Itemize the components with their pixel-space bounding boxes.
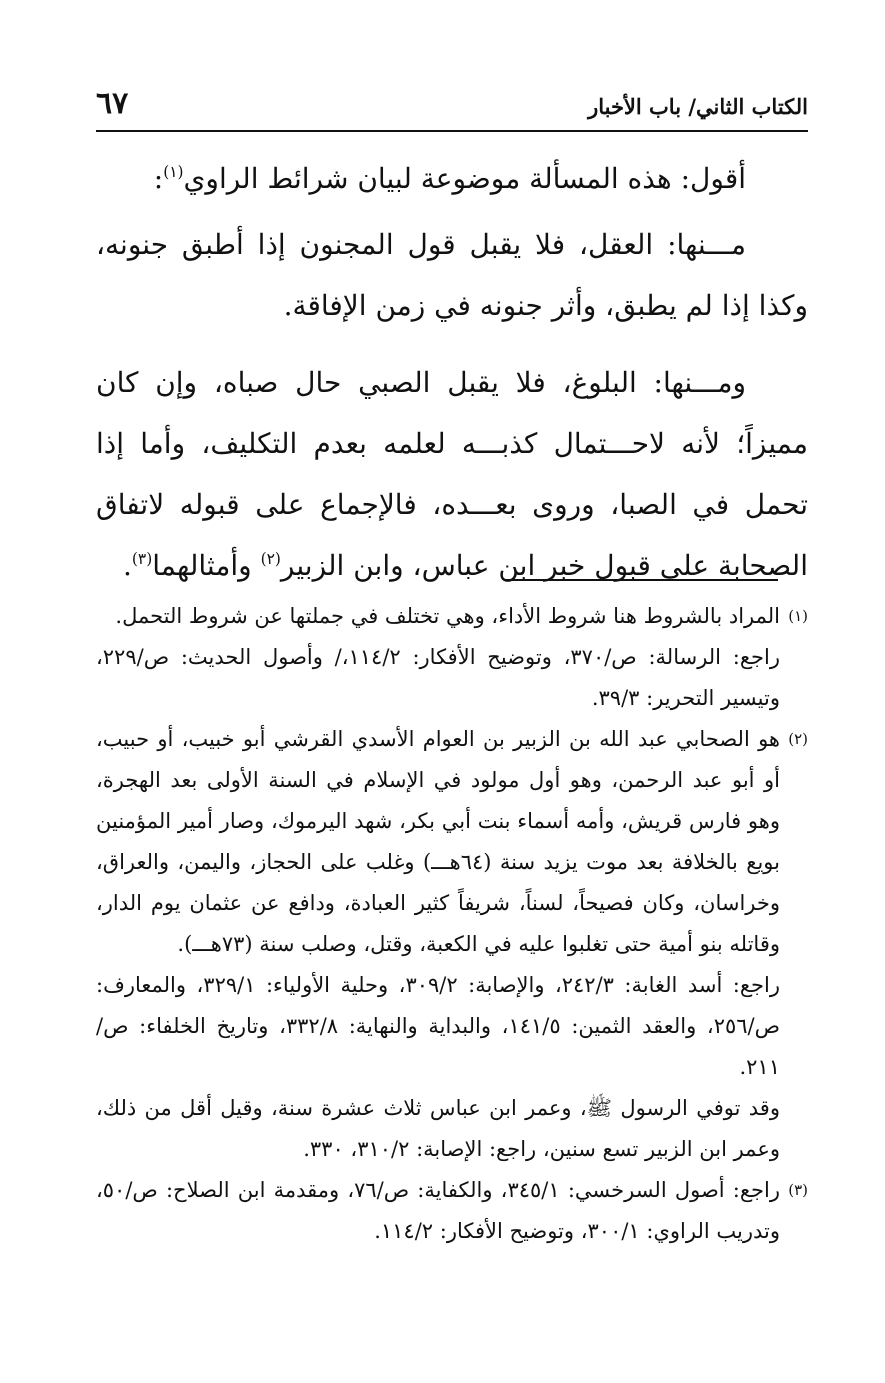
header-rule (96, 130, 808, 132)
intro-paragraph (96, 148, 808, 209)
footnote-ref-1[interactable]: (١) (163, 163, 184, 182)
footnote-number: (١) (788, 607, 808, 625)
footnotes (96, 596, 808, 1252)
footnote-text: راجع: الرسالة: ص/٣٧٠، وتوضيح الأفكار: ١١٤/٢،/ وأصول الحديث: ص/٢٢٩، وتيسير التحرير: ٣٩/٣. (96, 645, 780, 710)
paragraph-maturity-text: ومـــنها: البلوغ، فلا يقبل الصبي حال صباه، وإن كان مميزاً؛ لأنه لاحـــتمال كذبـــه لعلمه بعدم التكليف، وأما إذا تحمل في الصبا، وروى بعـــده، فالإجماع على قبوله لاتفاق الصحابة على قبول خبر ابن عباس، وابن الزبير (96, 366, 808, 582)
running-title: الكتاب الثاني/ باب الأخبار (588, 94, 808, 119)
footnote-1 (96, 596, 808, 719)
paragraph-maturity (96, 352, 808, 596)
footnote-number: (٣) (788, 1181, 808, 1199)
footnote-number: (٢) (788, 730, 808, 748)
footnote-ref-2[interactable]: (٢) (260, 550, 281, 569)
page-header (96, 86, 808, 132)
footnote-2 (96, 719, 808, 1170)
footnote-text: راجع: أسد الغابة: ٢٤٢/٣، والإصابة: ٣٠٩/٢، وحلية الأولياء: ٣٢٩/١، والمعارف: ص/٢٥٦، والعقد الثمين: ١٤١/٥، والبداية والنهاية: ٣٣٢/٨، وتاريخ الخلفاء: ص/٢١١. (96, 973, 780, 1079)
main-text (96, 148, 808, 596)
footnote-3 (96, 1170, 808, 1252)
intro-colon: : (153, 162, 164, 195)
footnote-separator (506, 579, 778, 581)
footnote-text: وقد توفي الرسول ﷺ، وعمر ابن عباس ثلاث عشرة سنة، وقيل أقل من ذلك، وعمر ابن الزبير تسع سنين، راجع: الإصابة: ٣١٠/٢، ٣٣٠. (96, 1096, 780, 1161)
footnote-ref-3[interactable]: (٣) (131, 550, 153, 569)
footnote-text: هو الصحابي عبد الله بن الزبير بن العوام الأسدي القرشي أبو خبيب، أو حبيب، أو أبو عبد الرحمن، وهو أول مولود في الإسلام في السنة الأولى بعد الهجرة، وهو فارس قريش، وأمه أسماء بنت أبي بكر، شهد اليرموك، وصار أمير المؤمنين بويع بالخلافة بعد موت يزيد سنة (٦٤هـــ) وغلب على الحجاز، واليمن، والعراق، وخراسان، وكان فصيحاً، لسناً، شريفاً كثير العبادة، ودافع عن عثمان يوم الدار، وقاتله بنو أمية حتى تغلبوا عليه في الكعبة، وقتل، وصلب سنة (٧٣هـــ). (96, 727, 781, 956)
page-number: ٦٧ (96, 86, 129, 121)
footnote-text: راجع: أصول السرخسي: ٣٤٥/١، والكفاية: ص/٧٦، ومقدمة ابن الصلاح: ص/٥٠، وتدريب الراوي: ٣٠٠/١، وتوضيح الأفكار: ١١٤/٢. (96, 1178, 780, 1243)
paragraph-maturity-middle: وأمثالهما (152, 549, 261, 582)
paragraph-maturity-end: . (123, 549, 132, 582)
paragraph-sanity: مـــنها: العقل، فلا يقبل قول المجنون إذا أطبق جنونه، وكذا إذا لم يطبق، وأثر جنونه في زمن الإفاقة. (96, 228, 808, 322)
footnote-text: المراد بالشروط هنا شروط الأداء، وهي تختلف في جملتها عن شروط التحمل. (115, 604, 780, 628)
intro-text: أقول: هذه المسألة موضوعة لبيان شرائط الراوي (183, 162, 746, 195)
